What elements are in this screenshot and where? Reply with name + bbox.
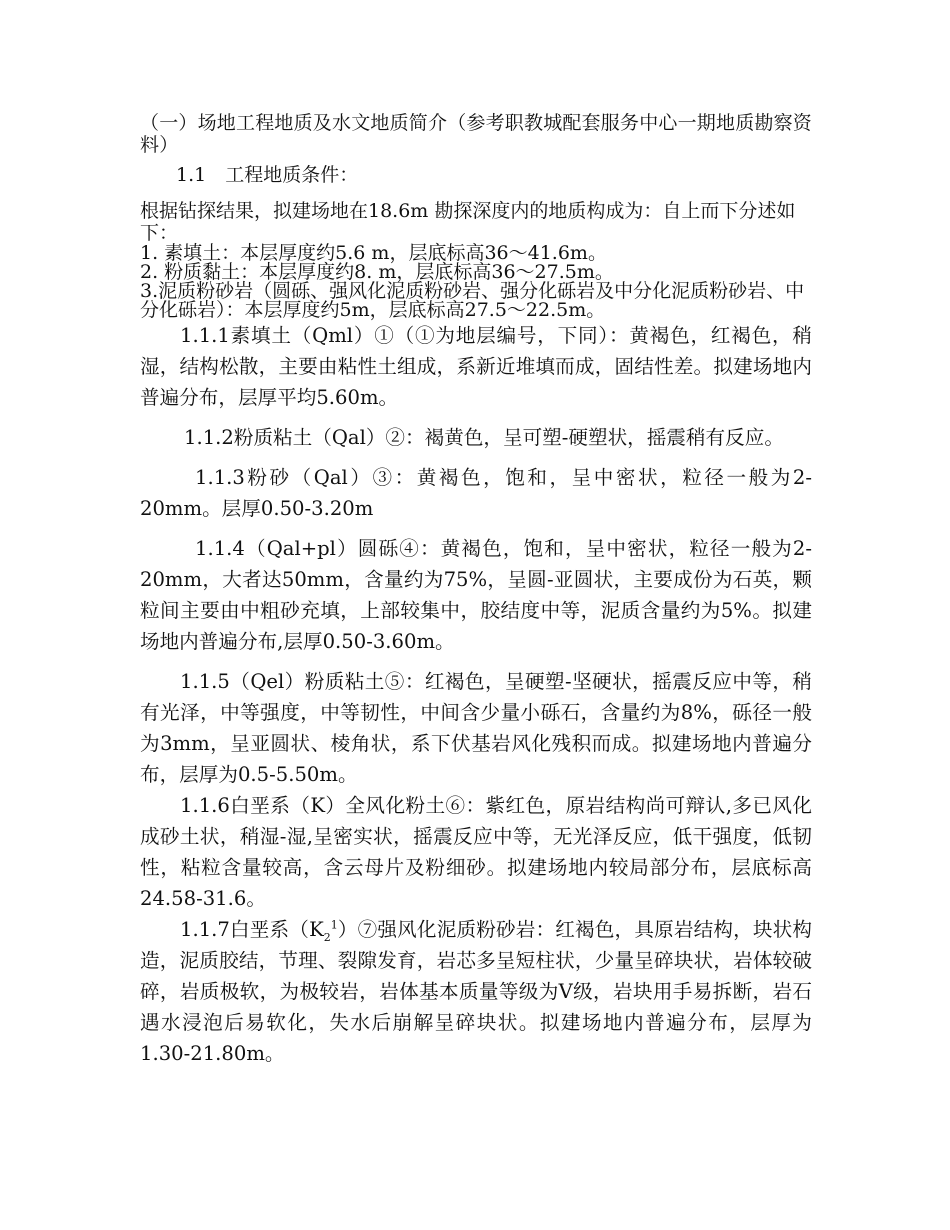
list-item: 3.泥质粉砂岩（圆砾、强风化泥质粉砂岩、强分化砾岩及中分化泥质粉砂岩、中分化砾岩）：本层厚度约5m，层底标高27.5～22.5m。: [140, 280, 805, 321]
list-item: 2. 粉质黏土：本层厚度约8. m，层底标高36～27.5m。: [140, 261, 614, 283]
list-item: 1. 素填土：本层厚度约5.6 m，层底标高36～41.6m。: [140, 242, 607, 264]
paragraph-1-1-7-prefix: 1.1.7白垩系（K: [180, 918, 324, 941]
document-title: （一）场地工程地质及水文地质简介（参考职教城配套服务中心一期地质勘察资料）: [140, 112, 813, 156]
paragraph-1-1-5: 1.1.5（Qel）粉质粘土⑤：红褐色，呈硬塑-坚硬状，摇震反应中等，稍有光泽，中等强度，中等韧性，中间含少量小砾石，含量约为8%，砾径一般为3mm，呈亚圆状、棱角状，系下伏基岩风化残积而成。拟建场地内普遍分布，层厚为0.5-5.50m。: [140, 670, 812, 786]
subscript-2: 2: [323, 930, 331, 944]
paragraph-1-1-7: [140, 914, 812, 1069]
superscript-1: 1: [330, 918, 338, 932]
paragraph-1-1-3: 1.1.3粉砂（Qal）③：黄褐色，饱和，呈中密状，粒径一般为2-20mm。层厚0.50-3.20m: [140, 466, 812, 520]
paragraph-1-1-6: 1.1.6白垩系（K）全风化粉土⑥：紫红色，原岩结构尚可辩认,多已风化成砂土状，稍湿-湿,呈密实状，摇震反应中等，无光泽反应，低干强度，低韧性，粘粒含量较高，含云母片及粉细砂。拟建场地内较局部分布，层底标高24.58-31.6。: [140, 794, 812, 910]
section-heading: 1.1 工程地质条件：: [176, 164, 359, 186]
paragraph-1-1-1: 1.1.1素填土（Qml）①（①为地层编号，下同）：黄褐色，红褐色，稍湿，结构松散，主要由粘性土组成，系新近堆填而成，固结性差。拟建场地内普遍分布，层厚平均5.60m。: [140, 324, 812, 409]
paragraph-1-1-7-rest: ）⑦强风化泥质粉砂岩：红褐色，具原岩结构，块状构造，泥质胶结，节理、裂隙发育，岩芯多呈短柱状，少量呈碎块状，岩体较破碎，岩质极软，为极较岩，岩体基本质量等级为Ⅴ级，岩块用手易拆断，岩石遇水浸泡后易软化，失水后崩解呈碎块状。拟建场地内普遍分布，层厚为1.30-21.80m。: [140, 918, 813, 1065]
document-body: [140, 112, 812, 1069]
paragraph-1-1-4: 1.1.4（Qal+pl）圆砾④：黄褐色，饱和，呈中密状，粒径一般为2-20mm，大者达50mm，含量约为75%，呈圆-亚圆状，主要成份为石英，颗粒间主要由中粗砂充填，上部较集中，胶结度中等，泥质含量约为5%。拟建场地内普遍分布,层厚0.50-3.60m。: [140, 537, 812, 653]
layer-summary-list: [140, 244, 812, 320]
paragraph-1-1-2: 1.1.2粉质粘土（Qal）②：褐黄色，呈可塑-硬塑状，摇震稍有反应。: [184, 426, 784, 449]
intro-paragraph: 根据钻探结果，拟建场地在18.6m 勘探深度内的地质构成为：自上而下分述如下：: [140, 200, 796, 244]
